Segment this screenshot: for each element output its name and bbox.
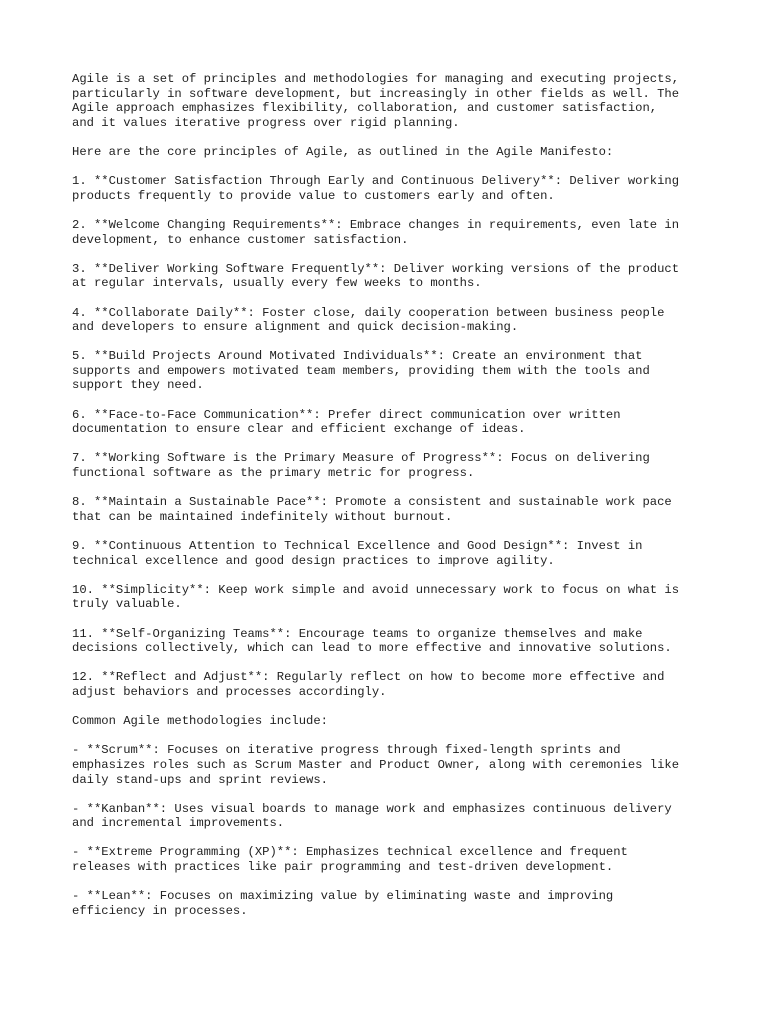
text-line: technical excellence and good design practices to improve agility. — [72, 553, 555, 568]
text-line: 2. **Welcome Changing Requirements**: Embrace changes in requirements, even late in — [72, 217, 680, 232]
text-line: emphasizes roles such as Scrum Master and Product Owner, along with ceremonies like — [72, 757, 680, 772]
text-line: support they need. — [72, 378, 204, 393]
paragraph — [72, 349, 712, 393]
paragraph — [72, 714, 712, 729]
text-line: truly valuable. — [72, 597, 182, 612]
text-line: 1. **Customer Satisfaction Through Early and Continuous Delivery**: Deliver working — [72, 174, 680, 189]
text-line: 4. **Collaborate Daily**: Foster close, daily cooperation between business people — [72, 305, 665, 320]
text-line: - **Scrum**: Focuses on iterative progress through fixed-length sprints and — [72, 743, 621, 758]
paragraph — [72, 583, 712, 612]
text-line: 10. **Simplicity**: Keep work simple and avoid unnecessary work to focus on what is — [72, 582, 680, 597]
text-line: particularly in software development, but increasingly in other fields as well. The — [72, 86, 680, 101]
text-line: Here are the core principles of Agile, as outlined in the Agile Manifesto: — [72, 144, 614, 159]
text-line: products frequently to provide value to customers early and often. — [72, 188, 555, 203]
text-line: documentation to ensure clear and efficient exchange of ideas. — [72, 422, 526, 437]
text-line: 6. **Face-to-Face Communication**: Prefer direct communication over written — [72, 407, 621, 422]
text-line: decisions collectively, which can lead to more effective and innovative solutions. — [72, 641, 672, 656]
paragraph — [72, 802, 712, 831]
paragraph — [72, 174, 712, 203]
paragraph — [72, 451, 712, 480]
text-line: - **Kanban**: Uses visual boards to manage work and emphasizes continuous delivery — [72, 801, 672, 816]
paragraph — [72, 145, 712, 160]
text-line: at regular intervals, usually every few weeks to months. — [72, 276, 482, 291]
paragraph — [72, 262, 712, 291]
paragraph — [72, 539, 712, 568]
paragraph — [72, 306, 712, 335]
paragraph — [72, 72, 712, 130]
text-line: 5. **Build Projects Around Motivated Individuals**: Create an environment that — [72, 349, 643, 364]
paragraph — [72, 218, 712, 247]
text-line: - **Lean**: Focuses on maximizing value by eliminating waste and improving — [72, 889, 614, 904]
paragraph — [72, 670, 712, 699]
text-line: daily stand-ups and sprint reviews. — [72, 772, 328, 787]
text-line: 12. **Reflect and Adjust**: Regularly reflect on how to become more effective and — [72, 670, 665, 685]
paragraph — [72, 627, 712, 656]
text-line: 3. **Deliver Working Software Frequently**: Deliver working versions of the product — [72, 261, 680, 276]
text-line: supports and empowers motivated team members, providing them with the tools and — [72, 363, 650, 378]
paragraph — [72, 845, 712, 874]
text-line: Agile is a set of principles and methodologies for managing and executing projects, — [72, 72, 680, 86]
text-line: functional software as the primary metric for progress. — [72, 466, 475, 481]
text-line: and it values iterative progress over rigid planning. — [72, 115, 460, 130]
paragraph — [72, 495, 712, 524]
text-line: 7. **Working Software is the Primary Measure of Progress**: Focus on delivering — [72, 451, 650, 466]
text-line: - **Extreme Programming (XP)**: Emphasizes technical excellence and frequent — [72, 845, 628, 860]
text-line: and developers to ensure alignment and quick decision-making. — [72, 320, 519, 335]
text-line: adjust behaviors and processes accordingly. — [72, 684, 387, 699]
paragraph — [72, 408, 712, 437]
text-line: Agile approach emphasizes flexibility, collaboration, and customer satisfaction, — [72, 101, 658, 116]
text-line: and incremental improvements. — [72, 816, 285, 831]
document-page — [72, 72, 712, 933]
text-line: development, to enhance customer satisfaction. — [72, 232, 409, 247]
text-line: 11. **Self-Organizing Teams**: Encourage teams to organize themselves and make — [72, 626, 643, 641]
text-line: efficiency in processes. — [72, 903, 248, 918]
text-line: 9. **Continuous Attention to Technical Excellence and Good Design**: Invest in — [72, 539, 643, 553]
text-line: that can be maintained indefinitely without burnout. — [72, 509, 453, 524]
paragraph — [72, 743, 712, 787]
text-line: releases with practices like pair programming and test-driven development. — [72, 860, 614, 875]
text-line: 8. **Maintain a Sustainable Pace**: Promote a consistent and sustainable work pace — [72, 495, 672, 510]
paragraph — [72, 889, 712, 918]
text-line: Common Agile methodologies include: — [72, 714, 328, 729]
